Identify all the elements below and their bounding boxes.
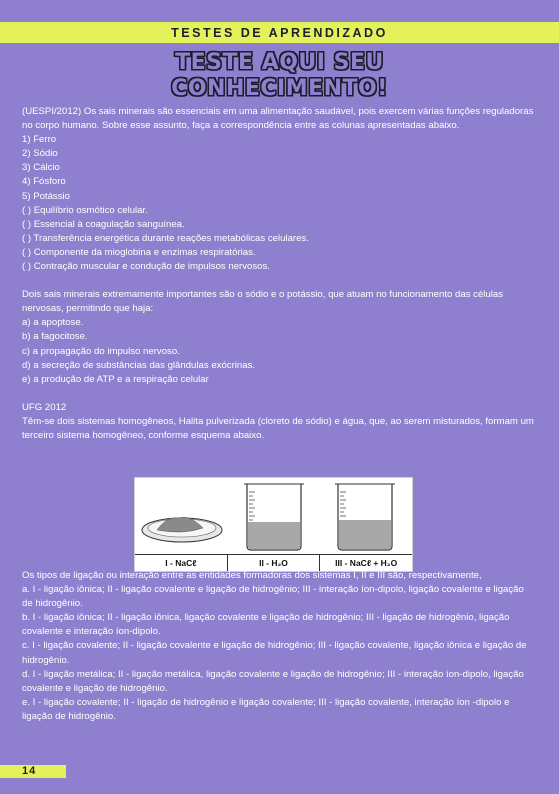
column-2-item: ( ) Equilíbrio osmótico celular. <box>22 204 148 216</box>
question-3-stem: Os tipos de ligação ou interação entre as entidades formadoras dos sistemas I, II e III são, respectivamente, <box>22 570 482 581</box>
mixture-diagram <box>134 477 413 572</box>
page-number: 14 <box>22 765 37 777</box>
question-3-option: e. I - ligação covalente; II - ligação de hidrogênio e ligação covalente; III - ligação covalente, interação íon -dipolo e ligação de hidrogênio. <box>22 696 510 722</box>
column-1-item: 4) Fósforo <box>22 176 66 188</box>
system-label: III - NaCℓ + H₂O <box>335 558 398 568</box>
question-2-option: a) a apoptose. <box>22 317 84 329</box>
page-title <box>0 50 559 102</box>
question-3-intro: Têm-se dois sistemas homogêneos, Halita pulverizada (cloreto de sódio) e água, que, ao serem misturados, formam um terceiro sistema homogêneo, conforme esquema abaixo. <box>22 415 534 441</box>
section-title: TESTES DE APRENDIZADO <box>171 25 388 40</box>
question-1 <box>22 105 537 443</box>
question-3-source: UFG 2012 <box>22 401 67 413</box>
question-2-option: e) a produção de ATP e a respiração celular <box>22 373 209 385</box>
question-2-intro: Dois sais minerais extremamente importantes são o sódio e o potássio, que atuam no funcionamento das células nervosas, permitindo que haja: <box>22 289 504 315</box>
mixture-diagram-illustration <box>135 478 412 554</box>
question-2-option: d) a secreção de substâncias das glândulas exócrinas. <box>22 359 256 371</box>
column-1-item: 2) Sódio <box>22 148 58 160</box>
question-2-option: c) a propagação do impulso nervoso. <box>22 345 180 357</box>
page-number-bar <box>0 765 66 778</box>
page-title-line-2: CONHECIMENTO! <box>171 76 388 101</box>
question-3-option: b. I - ligação iônica; II - ligação iônica, ligação covalente e ligação de hidrogênio; III - ligação de hidrogênio, ligação covalente e interação íon-dipolo. <box>22 612 510 638</box>
system-label: I - NaCℓ <box>135 555 228 571</box>
question-1-intro: (UESPI/2012) Os sais minerais são essenciais em uma alimentação saudável, pois exercem várias funções reguladoras no corpo humano. Sobre esse assunto, faça a correspondência entre as colunas apresentadas abaixo. <box>22 106 534 132</box>
question-2-option: b) a fagocitose. <box>22 331 88 343</box>
column-1-item: 5) Potássio <box>22 190 70 202</box>
system-label: II - H₂O <box>228 555 321 571</box>
question-3-body <box>22 569 537 724</box>
page-title-line-1: TESTE AQUI SEU <box>175 50 384 75</box>
column-1-item: 3) Cálcio <box>22 162 60 174</box>
column-1-item: 1) Ferro <box>22 134 57 146</box>
column-2-item: ( ) Transferência energética durante reações metabólicas celulares. <box>22 232 309 244</box>
question-3-option: c. I - ligação covalente; II - ligação covalente e ligação de hidrogênio; III - ligação covalente, ligação iônica e ligação de hidrogênio. <box>22 640 527 666</box>
column-2-item: ( ) Essencial à coagulação sanguínea. <box>22 218 185 230</box>
column-2-item: ( ) Contração muscular e condução de impulsos nervosos. <box>22 261 270 273</box>
question-3-option: d. I - ligação metálica; II - ligação metálica, ligação covalente e ligação de hidrogênio; III - interação íon-dipolo, ligação covalente e ligação de hidrogênio. <box>22 668 524 694</box>
section-header-bar <box>0 22 559 43</box>
column-2-item: ( ) Componente da mioglobina e enzimas respiratórias. <box>22 246 256 258</box>
question-3-option: a. I - ligação iônica; II - ligação covalente e ligação de hidrogênio; III - interação íon-dipolo, ligação covalente e ligação de hidrogênio. <box>22 584 524 610</box>
